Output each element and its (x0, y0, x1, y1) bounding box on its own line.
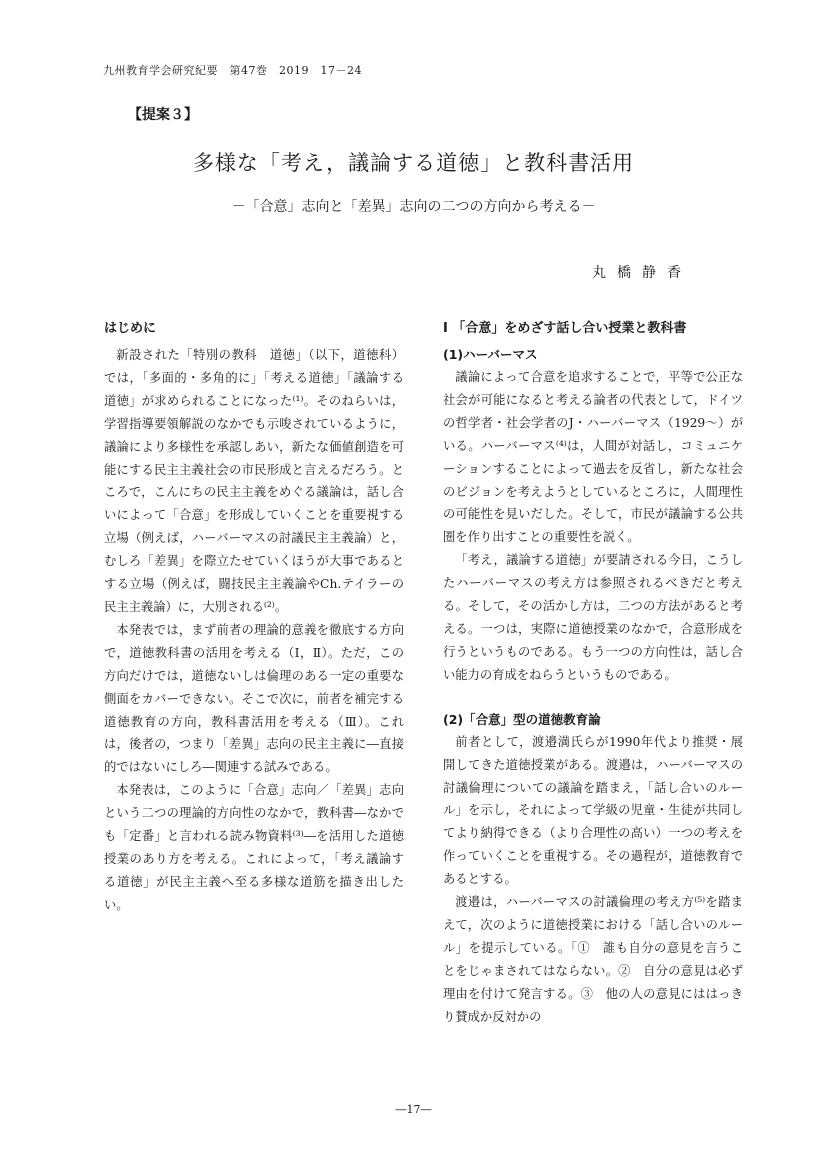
section-heading-1: Ⅰ 「合意」をめざす話し合い授業と教科書 (443, 321, 687, 336)
paragraph: 「考え，議論する道徳」が要請される今日，こうしたハーバーマスの考え方は参照されるべきだと考える。そして，その活かし方は，二つの方法があると考える。一つは，実際に道徳授業のなかで，合意形成を行うというものである。もう一つの方向性は，話し合い能力の育成をねらうというものである。 (443, 553, 743, 682)
paragraph: 渡邉は，ハーバーマスの討議倫理の考え方⁽⁵⁾を踏まえて，次のように道徳授業における「話し合いのルール」を提示している。「① 誰も自分の意見を言うことをじゃまされてはならない。② 自分の意見は必ず理由を付けて発言する。③ 他の人の意見にははっきり賛成か反対かの (443, 895, 743, 1024)
section-heading-introduction: はじめに (104, 321, 157, 336)
journal-header: 九州教育学会研究紀要 第47巻 2019 17－24 (103, 64, 362, 77)
page-number: ―17― (395, 1103, 432, 1116)
right-column (443, 318, 743, 1028)
paper-subtitle: －「合意」志向と「差異」志向の二つの方向から考える－ (231, 199, 596, 215)
paragraph: 本発表は，このように「合意」志向／「差異」志向という二つの理論的方向性のなかで，教科書―なかでも「定番」と言われる読み物資料⁽³⁾―を活用した道徳授業のあり方を考える。これによって，「考え議論する道徳」が民主主義へ至る多様な道筋を描き出したい。 (104, 783, 404, 912)
section-gap (443, 687, 743, 709)
paragraph: 議論によって合意を追求することで，平等で公正な社会が可能になると考える論者の代表として，ドイツの哲学者・社会学者のJ・ハーバーマス（1929～）がいる。ハーバーマス⁽⁴⁾は，人間が対話し，コミュニケーションすることによって過去を反省し，新たな社会のビジョンを考えようとしているところに，人間理性の可能性を見いだした。そして，市民が議論する公共圏を作り出すことの重要性を説く。 (443, 370, 743, 545)
paragraph: 前者として，渡邉満氏らが1990年代より推奨・展開してきた道徳授業がある。渡邉は，ハーバーマスの討議倫理についての議論を踏まえ，「話し合いのルール」を示し，それによって学級の児童・生徒が共同してより納得できる（より合理性の高い）一つの考えを作っていくことを重視する。その過程が，道徳教育であるとする。 (443, 734, 743, 887)
left-column (104, 318, 404, 917)
author-name: 丸橋静香 (592, 265, 692, 281)
proposal-label: 【提案３】 (128, 107, 198, 123)
subsection-heading-habermas: (1)ハーバーマス (443, 347, 538, 362)
paper-title: 多様な「考え，議論する道徳」と教科書活用 (192, 151, 635, 175)
subsection-heading-consensus: (2)「合意」型の道徳教育論 (443, 711, 601, 727)
paragraph: 新設された「特別の教科 道徳」（以下，道徳科）では，「多面的・多角的に」「考える道徳」「議論する道徳」が求められることになった⁽¹⁾。そのねらいは，学習指導要領解説のなかでも示唆されているように，議論により多様性を承認しあい，新たな価値創造を可能にする民主主義社会の市民形成と言えるだろう。ところで，こんにちの民主主義をめぐる議論は，話し合いによって「合意」を形成していくことを重要視する立場（例えば，ハーバーマスの討議民主主義論）と，むしろ「差異」を際立たせていくほうが大事であるとする立場（例えば，闘技民主主義論やCh.テイラーの民主主義論）に，大別される⁽²⁾。 (104, 348, 404, 614)
paragraph: 本発表では，まず前者の理論的意義を徹底する方向で，道徳教科書の活用を考える（Ⅰ，Ⅱ）。ただ，この方向だけでは，道徳ないしは倫理のある一定の重要な側面をカバーできない。そこで次に，前者を補完する道徳教育の方向，教科書活用を考える（Ⅲ）。これは，後者の，つまり「差異」志向の民主主義に―直接的ではないにしろ―関連する試みである。 (104, 622, 404, 775)
